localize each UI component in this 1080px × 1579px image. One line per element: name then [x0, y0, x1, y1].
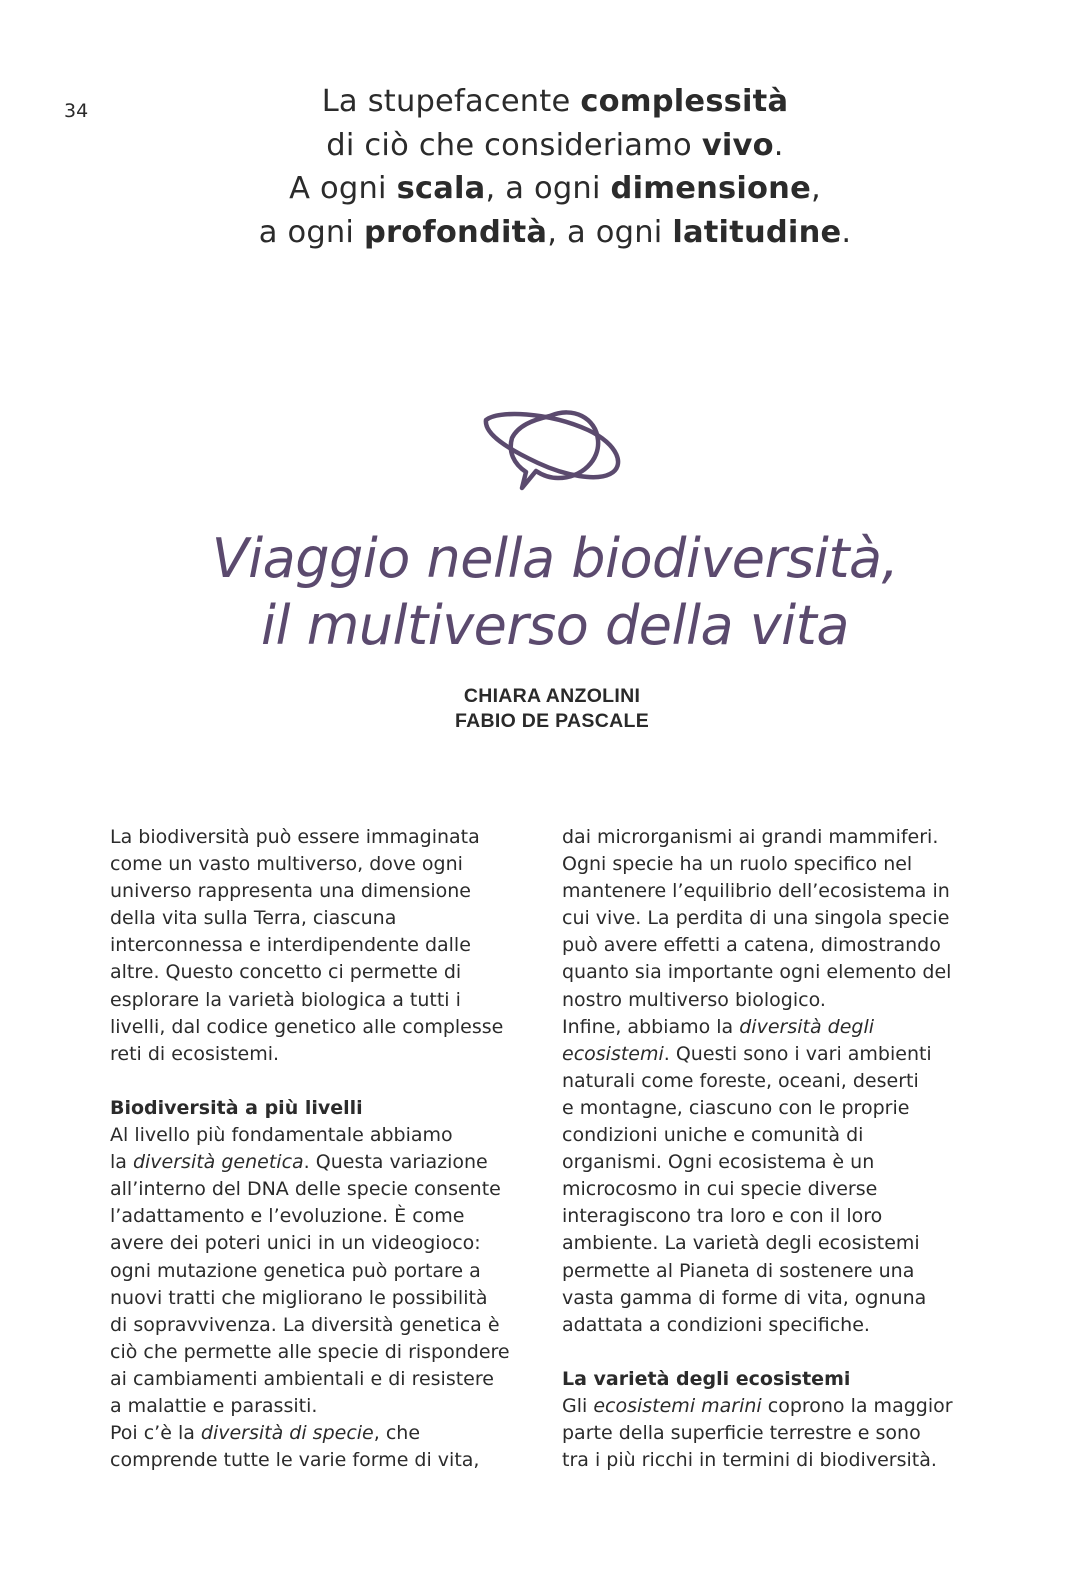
section-heading-levels: Biodiversità a più livelli [110, 1096, 363, 1119]
left-column [110, 824, 550, 1474]
text-line: tra i più ricchi in termini di biodiversità. [562, 1449, 937, 1472]
text-line: della vita sulla Terra, ciascuna [110, 907, 397, 930]
left-paragraph-1 [110, 824, 550, 1068]
intro-line-2: di ciò che consideriamo vivo. [326, 127, 784, 163]
text-line: dai microrganismi ai grandi mammiferi. [562, 826, 939, 848]
text-line: universo rappresenta una dimensione [110, 880, 471, 903]
text-line: organismi. Ogni ecosistema è un [562, 1151, 875, 1174]
text-line: adattata a condizioni specifiche. [562, 1313, 870, 1336]
text-line: può avere effetti a catena, dimostrando [562, 934, 941, 957]
right-column [562, 824, 1002, 1474]
author-1: CHIARA ANZOLINI [463, 685, 641, 707]
text-line: cui vive. La perdita di una singola specie [562, 907, 950, 930]
text-line: di sopravvivenza. La diversità genetica è [110, 1313, 500, 1336]
text-line: comprende tutte le varie forme di vita, [110, 1449, 480, 1472]
text-line: naturali come foreste, oceani, deserti [562, 1069, 919, 1092]
text-line: Gli ecosistemi marini coprono la maggior [562, 1394, 953, 1417]
intro-line-3: A ogni scala, a ogni dimensione, [289, 171, 821, 206]
title-line-2: il multiverso della vita [261, 594, 849, 657]
text-line: ogni mutazione genetica può portare a [110, 1259, 481, 1282]
text-line: Poi c’è la diversità di specie, che [110, 1422, 421, 1445]
text-line: ciò che permette alle specie di rispondere [110, 1340, 510, 1363]
text-line: livelli, dal codice genetico alle complesse [110, 1015, 504, 1038]
left-paragraph-2 [110, 1122, 550, 1420]
text-line: avere dei poteri unici in un videogioco: [110, 1232, 481, 1255]
text-line: condizioni uniche e comunità di [562, 1124, 864, 1147]
text-line: interconnessa e interdipendente dalle [110, 934, 471, 957]
text-line: e montagne, ciascuno con le proprie [562, 1096, 910, 1119]
text-line: microcosmo in cui specie diverse [562, 1178, 878, 1201]
section-heading-ecosystems: La varietà degli ecosistemi [562, 1367, 851, 1390]
text-line: interagiscono tra loro e con il loro [562, 1205, 883, 1228]
text-line: ecosistemi. Questi sono i vari ambienti [562, 1042, 932, 1065]
right-paragraph-1 [562, 824, 1002, 1014]
text-line: quanto sia importante ogni elemento del [562, 961, 952, 984]
speech-bubble-orbit-icon [478, 408, 628, 498]
text-line: come un vasto multiverso, dove ogni [110, 853, 463, 876]
title-line-1: Viaggio nella biodiversità, [211, 527, 899, 590]
text-line: la diversità genetica. Questa variazione [110, 1151, 488, 1174]
text-line: reti di ecosistemi. [110, 1042, 280, 1065]
text-line: Al livello più fondamentale abbiamo [110, 1124, 453, 1147]
left-paragraph-3 [110, 1420, 550, 1474]
text-line: parte della superficie terrestre e sono [562, 1422, 921, 1445]
text-line: l’adattamento e l’evoluzione. È come [110, 1205, 465, 1228]
article-title [0, 525, 1080, 659]
right-paragraph-3 [562, 1393, 1002, 1474]
text-line: Ogni specie ha un ruolo specifico nel [562, 853, 913, 876]
text-line: vasta gamma di forme di vita, ognuna [562, 1286, 927, 1309]
text-line: permette al Pianeta di sostenere una [562, 1259, 915, 1282]
text-line: esplorare la varietà biologica a tutti i [110, 988, 461, 1011]
text-line: nuovi tratti che migliorano le possibilità [110, 1286, 488, 1309]
text-line: ambiente. La varietà degli ecosistemi [562, 1232, 920, 1255]
text-line: La biodiversità può essere immaginata [110, 826, 480, 848]
author-2: FABIO DE PASCALE [454, 710, 650, 732]
text-line: altre. Questo concetto ci permette di [110, 961, 462, 984]
text-line: Infine, abbiamo la diversità degli [562, 1015, 875, 1038]
page-number: 34 [64, 100, 89, 122]
intro-quote [0, 80, 1080, 254]
text-line: a malattie e parassiti. [110, 1394, 318, 1417]
text-line: mantenere l’equilibrio dell’ecosistema in [562, 880, 950, 903]
right-paragraph-2 [562, 1014, 1002, 1339]
intro-line-1: La stupefacente complessità [321, 84, 789, 119]
text-line: ai cambiamenti ambientali e di resistere [110, 1367, 494, 1390]
text-line: nostro multiverso biologico. [562, 988, 826, 1011]
text-line: all’interno del DNA delle specie consente [110, 1178, 501, 1201]
intro-line-4: a ogni profondità, a ogni latitudine. [258, 214, 852, 250]
authors [0, 684, 1080, 734]
